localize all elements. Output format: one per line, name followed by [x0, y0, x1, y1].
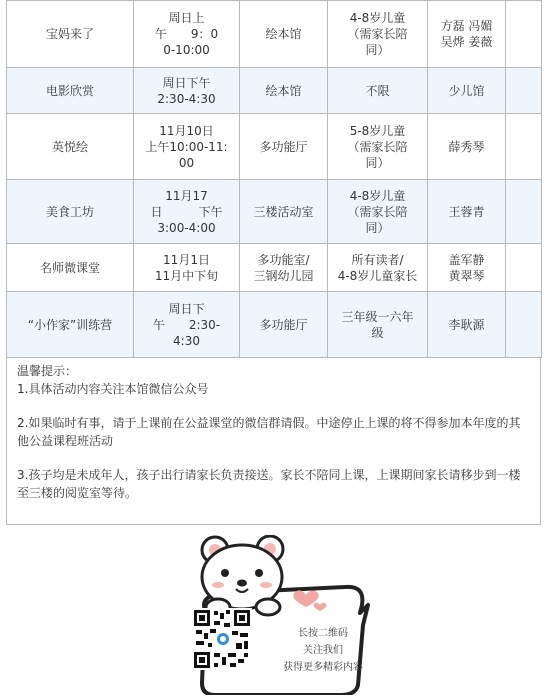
cell-empty — [506, 292, 542, 358]
cell-line: 11月1日 — [163, 252, 210, 267]
cell-time — [134, 292, 240, 358]
cell-line: 李耿源 — [448, 317, 485, 332]
cell-line: 三楼活动室 — [253, 204, 314, 219]
cell-line: 周日上 — [168, 11, 205, 25]
table-row — [7, 292, 542, 358]
cell-line: 4-8岁儿童 — [349, 188, 406, 203]
cell-teacher — [428, 244, 506, 292]
cell-line: 周日下午 — [162, 75, 211, 90]
cell-empty — [506, 180, 542, 244]
cell-line: 多功能室/ — [257, 252, 310, 267]
cell-line: 午 2:30- — [152, 317, 221, 332]
cell-line: 多功能厅 — [259, 317, 308, 332]
cell-line: 所有读者/ — [351, 252, 404, 267]
cell-line: 2:30-4:30 — [157, 91, 216, 106]
cell-line: 同） — [365, 155, 390, 170]
cell-time — [134, 180, 240, 244]
tip-item-2: 2.如果临时有事，请于上课前在公益课堂的微信群请假。中途停止上课的将不得参加本年度的其他公益课程班活动 — [17, 416, 521, 448]
cell-line: 黄翠琴 — [448, 268, 485, 283]
cell-audience — [328, 68, 428, 114]
cell-name: 电影欣赏 — [7, 68, 134, 114]
table-row — [7, 180, 542, 244]
cell-line: 不限 — [365, 83, 390, 98]
cell-empty — [506, 1, 542, 68]
cell-line: 少儿馆 — [448, 83, 485, 98]
table-row — [7, 244, 542, 292]
cell-teacher — [428, 180, 506, 244]
cell-audience — [328, 180, 428, 244]
qr-line-3: 获得更多精彩内容 — [283, 662, 363, 673]
cell-line: 11月中下旬 — [154, 268, 219, 283]
cell-empty — [506, 114, 542, 180]
tips-box — [6, 357, 541, 525]
cell-place — [240, 1, 328, 68]
table-row — [7, 1, 542, 68]
cell-line: 4:30 — [173, 333, 200, 348]
cell-line: 三年级一六年 — [341, 309, 414, 324]
cell-place — [240, 244, 328, 292]
qr-line-2: 关注我们 — [303, 645, 343, 656]
cell-line: 绘本馆 — [265, 27, 302, 41]
cell-line: 方磊 冯媚 — [440, 19, 493, 33]
cell-name: 英悦绘 — [7, 114, 134, 180]
cell-line: 日 下午 — [150, 204, 223, 219]
cell-line: 5-8岁儿童 — [349, 123, 406, 138]
cell-line: 11月17 — [165, 188, 208, 203]
cell-audience — [328, 244, 428, 292]
cell-teacher — [428, 1, 506, 68]
cell-line: 0-10:00 — [163, 43, 210, 57]
cell-line: 4-8岁儿童 — [349, 11, 406, 25]
cell-line: 王蓉青 — [448, 204, 485, 219]
cell-name: 名师微课堂 — [7, 244, 134, 292]
cell-place — [240, 180, 328, 244]
cell-name: 美食工坊 — [7, 180, 134, 244]
cell-line: 三钢幼儿园 — [253, 268, 314, 283]
cell-line: 多功能厅 — [259, 139, 308, 154]
cell-line: 薛秀琴 — [448, 139, 485, 154]
cell-line: 3:00-4:00 — [157, 220, 216, 235]
cell-line: 同） — [365, 43, 390, 57]
cell-line: 同） — [365, 220, 390, 235]
cell-name: 宝妈来了 — [7, 1, 134, 68]
cell-teacher — [428, 68, 506, 114]
activity-schedule-table — [6, 0, 542, 358]
cell-line: 周日下 — [168, 301, 205, 316]
cell-line: 午 9：0 — [154, 27, 219, 41]
cell-time — [134, 68, 240, 114]
cell-name: “小作家”训练营 — [7, 292, 134, 358]
cell-audience — [328, 292, 428, 358]
cell-time — [134, 244, 240, 292]
cell-line: （需家长陪 — [347, 139, 408, 154]
cell-time — [134, 1, 240, 68]
cell-line: 盖军静 — [448, 252, 485, 267]
cell-place — [240, 68, 328, 114]
cell-audience — [328, 1, 428, 68]
qr-line-1: 长按二维码 — [298, 628, 348, 639]
cell-line: （需家长陪 — [347, 27, 408, 41]
cell-line: 吴烨 姜薇 — [440, 35, 493, 49]
tip-item-1: 1.具体活动内容关注本馆微信公众号 — [17, 382, 209, 396]
cell-line: 绘本馆 — [265, 83, 302, 98]
cell-teacher — [428, 114, 506, 180]
cell-line: 级 — [371, 325, 384, 340]
cell-audience — [328, 114, 428, 180]
cell-line: 11月10日 — [159, 123, 214, 138]
cell-empty — [506, 68, 542, 114]
cell-line: （需家长陪 — [347, 204, 408, 219]
tips-title: 温馨提示： — [17, 364, 78, 378]
cell-place — [240, 292, 328, 358]
cell-time — [134, 114, 240, 180]
cell-teacher — [428, 292, 506, 358]
cell-line: 00 — [178, 155, 195, 170]
cell-line: 4-8岁儿童家长 — [337, 268, 418, 283]
cell-line: 上午10:00-11: — [145, 139, 228, 154]
cell-empty — [506, 244, 542, 292]
qr-caption — [268, 625, 378, 676]
tip-item-3: 3.孩子均是未成年人，孩子出行请家长负责接送。家长不陪同上课，上课期间家长请移步到一楼至三楼的阅览室等待。 — [17, 468, 521, 500]
cell-place — [240, 114, 328, 180]
table-row — [7, 114, 542, 180]
table-row — [7, 68, 542, 114]
